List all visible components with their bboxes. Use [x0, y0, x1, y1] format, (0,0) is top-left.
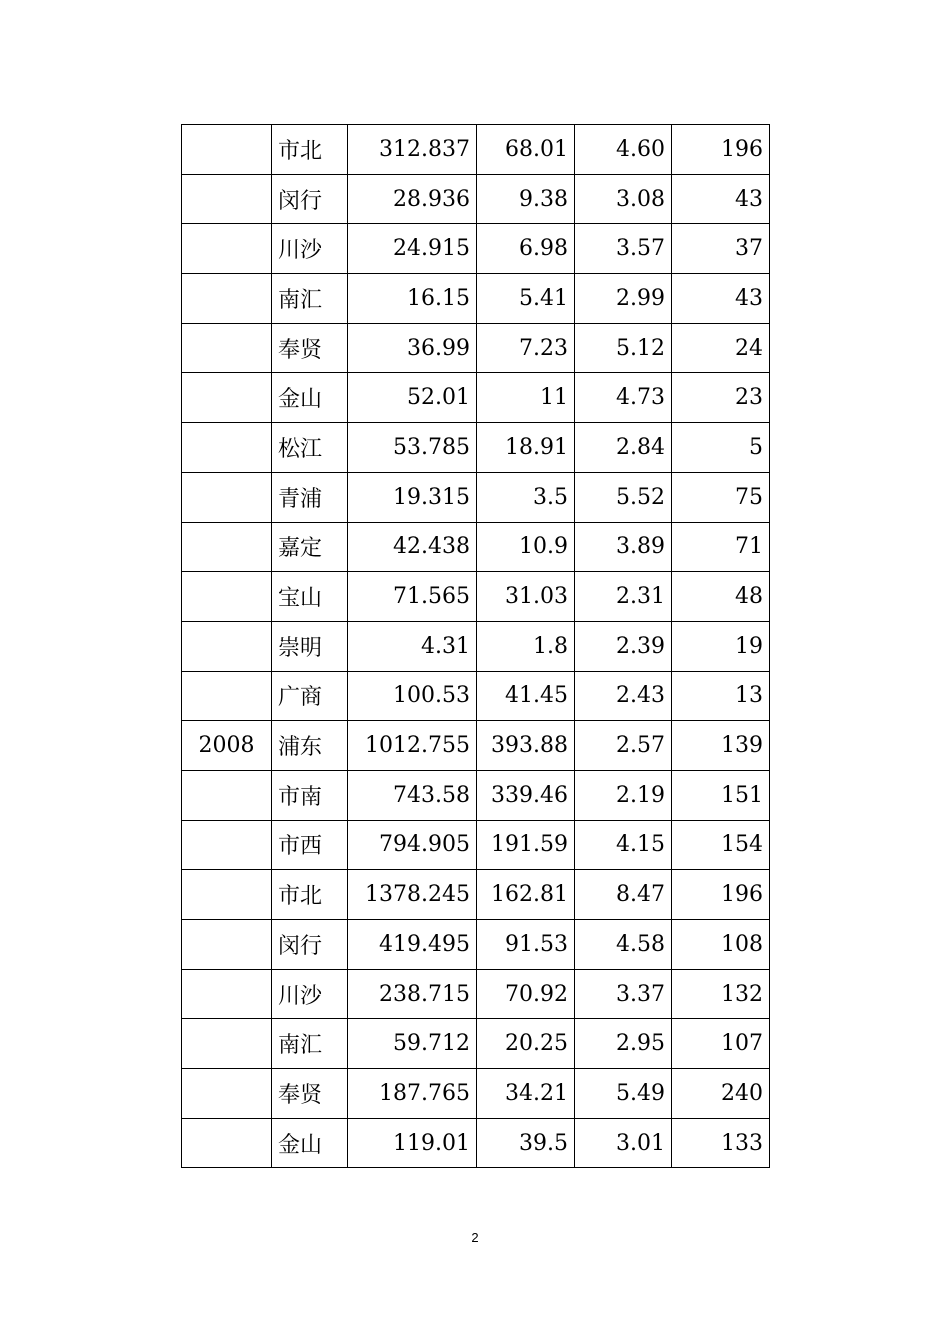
year-cell — [182, 1069, 272, 1119]
table-row — [182, 522, 770, 572]
value-cell-3: 4.58 — [575, 920, 672, 970]
district-cell: 奉贤 — [272, 1069, 348, 1119]
table-row — [182, 174, 770, 224]
value-cell-4: 75 — [672, 472, 770, 522]
value-cell-3: 3.08 — [575, 174, 672, 224]
table-row — [182, 621, 770, 671]
value-cell-1: 4.31 — [348, 621, 477, 671]
value-cell-2: 39.5 — [477, 1118, 575, 1168]
district-cell: 广商 — [272, 671, 348, 721]
table-row — [182, 870, 770, 920]
value-cell-4: 13 — [672, 671, 770, 721]
value-cell-4: 108 — [672, 920, 770, 970]
value-cell-2: 9.38 — [477, 174, 575, 224]
table-row — [182, 572, 770, 622]
table-row — [182, 820, 770, 870]
value-cell-3: 2.39 — [575, 621, 672, 671]
value-cell-4: 24 — [672, 323, 770, 373]
value-cell-3: 2.95 — [575, 1019, 672, 1069]
year-cell — [182, 1019, 272, 1069]
table-row — [182, 423, 770, 473]
value-cell-1: 794.905 — [348, 820, 477, 870]
district-cell: 闵行 — [272, 174, 348, 224]
district-cell: 嘉定 — [272, 522, 348, 572]
value-cell-1: 28.936 — [348, 174, 477, 224]
value-cell-1: 71.565 — [348, 572, 477, 622]
district-cell: 奉贤 — [272, 323, 348, 373]
table-row — [182, 472, 770, 522]
value-cell-4: 196 — [672, 870, 770, 920]
value-cell-3: 4.73 — [575, 373, 672, 423]
value-cell-4: 71 — [672, 522, 770, 572]
year-cell — [182, 224, 272, 274]
year-cell — [182, 920, 272, 970]
year-cell — [182, 572, 272, 622]
value-cell-2: 18.91 — [477, 423, 575, 473]
value-cell-3: 2.43 — [575, 671, 672, 721]
district-cell: 浦东 — [272, 721, 348, 771]
table-row — [182, 1019, 770, 1069]
value-cell-2: 339.46 — [477, 770, 575, 820]
value-cell-1: 187.765 — [348, 1069, 477, 1119]
value-cell-1: 42.438 — [348, 522, 477, 572]
value-cell-4: 5 — [672, 423, 770, 473]
district-cell: 市北 — [272, 870, 348, 920]
district-cell: 闵行 — [272, 920, 348, 970]
table-row — [182, 224, 770, 274]
value-cell-2: 31.03 — [477, 572, 575, 622]
district-cell: 金山 — [272, 373, 348, 423]
value-cell-2: 34.21 — [477, 1069, 575, 1119]
year-cell — [182, 621, 272, 671]
value-cell-2: 68.01 — [477, 125, 575, 175]
value-cell-2: 5.41 — [477, 274, 575, 324]
table-row — [182, 969, 770, 1019]
value-cell-4: 133 — [672, 1118, 770, 1168]
value-cell-2: 91.53 — [477, 920, 575, 970]
value-cell-1: 312.837 — [348, 125, 477, 175]
year-cell — [182, 274, 272, 324]
year-cell — [182, 174, 272, 224]
value-cell-3: 4.60 — [575, 125, 672, 175]
year-cell — [182, 820, 272, 870]
table-row — [182, 920, 770, 970]
value-cell-3: 8.47 — [575, 870, 672, 920]
table-row — [182, 770, 770, 820]
year-cell — [182, 522, 272, 572]
year-cell — [182, 423, 272, 473]
year-cell — [182, 373, 272, 423]
value-cell-4: 139 — [672, 721, 770, 771]
value-cell-2: 1.8 — [477, 621, 575, 671]
value-cell-1: 238.715 — [348, 969, 477, 1019]
value-cell-4: 19 — [672, 621, 770, 671]
value-cell-1: 53.785 — [348, 423, 477, 473]
value-cell-3: 3.89 — [575, 522, 672, 572]
table-body — [182, 125, 770, 1168]
table-row — [182, 1069, 770, 1119]
district-cell: 崇明 — [272, 621, 348, 671]
value-cell-2: 162.81 — [477, 870, 575, 920]
value-cell-1: 1378.245 — [348, 870, 477, 920]
value-cell-2: 20.25 — [477, 1019, 575, 1069]
year-cell — [182, 472, 272, 522]
value-cell-1: 1012.755 — [348, 721, 477, 771]
value-cell-3: 2.84 — [575, 423, 672, 473]
value-cell-4: 196 — [672, 125, 770, 175]
table-row — [182, 125, 770, 175]
value-cell-3: 3.57 — [575, 224, 672, 274]
value-cell-4: 151 — [672, 770, 770, 820]
value-cell-4: 154 — [672, 820, 770, 870]
value-cell-1: 100.53 — [348, 671, 477, 721]
value-cell-2: 191.59 — [477, 820, 575, 870]
value-cell-3: 5.49 — [575, 1069, 672, 1119]
district-cell: 市西 — [272, 820, 348, 870]
table-row — [182, 721, 770, 771]
value-cell-4: 48 — [672, 572, 770, 622]
value-cell-1: 52.01 — [348, 373, 477, 423]
district-cell: 川沙 — [272, 224, 348, 274]
table-row — [182, 1118, 770, 1168]
district-cell: 宝山 — [272, 572, 348, 622]
table-row — [182, 671, 770, 721]
value-cell-1: 19.315 — [348, 472, 477, 522]
table-row — [182, 274, 770, 324]
year-cell — [182, 770, 272, 820]
value-cell-1: 16.15 — [348, 274, 477, 324]
year-cell: 2008 — [182, 721, 272, 771]
district-cell: 青浦 — [272, 472, 348, 522]
table-row — [182, 323, 770, 373]
value-cell-2: 7.23 — [477, 323, 575, 373]
value-cell-3: 3.01 — [575, 1118, 672, 1168]
value-cell-4: 107 — [672, 1019, 770, 1069]
district-cell: 南汇 — [272, 274, 348, 324]
value-cell-3: 5.52 — [575, 472, 672, 522]
value-cell-1: 119.01 — [348, 1118, 477, 1168]
value-cell-3: 2.57 — [575, 721, 672, 771]
district-cell: 松江 — [272, 423, 348, 473]
district-cell: 金山 — [272, 1118, 348, 1168]
year-cell — [182, 870, 272, 920]
table-row — [182, 373, 770, 423]
value-cell-1: 419.495 — [348, 920, 477, 970]
value-cell-2: 10.9 — [477, 522, 575, 572]
value-cell-3: 2.19 — [575, 770, 672, 820]
page-number: 2 — [471, 1230, 479, 1245]
district-cell: 市南 — [272, 770, 348, 820]
value-cell-2: 11 — [477, 373, 575, 423]
value-cell-3: 5.12 — [575, 323, 672, 373]
year-cell — [182, 969, 272, 1019]
value-cell-4: 23 — [672, 373, 770, 423]
value-cell-1: 743.58 — [348, 770, 477, 820]
value-cell-4: 240 — [672, 1069, 770, 1119]
value-cell-3: 2.99 — [575, 274, 672, 324]
value-cell-3: 4.15 — [575, 820, 672, 870]
value-cell-4: 37 — [672, 224, 770, 274]
value-cell-2: 70.92 — [477, 969, 575, 1019]
year-cell — [182, 323, 272, 373]
district-cell: 市北 — [272, 125, 348, 175]
data-table — [181, 124, 770, 1168]
year-cell — [182, 1118, 272, 1168]
value-cell-4: 132 — [672, 969, 770, 1019]
value-cell-2: 41.45 — [477, 671, 575, 721]
value-cell-1: 59.712 — [348, 1019, 477, 1069]
value-cell-3: 2.31 — [575, 572, 672, 622]
value-cell-1: 36.99 — [348, 323, 477, 373]
value-cell-2: 393.88 — [477, 721, 575, 771]
value-cell-4: 43 — [672, 174, 770, 224]
year-cell — [182, 125, 272, 175]
value-cell-4: 43 — [672, 274, 770, 324]
value-cell-1: 24.915 — [348, 224, 477, 274]
value-cell-2: 3.5 — [477, 472, 575, 522]
year-cell — [182, 671, 272, 721]
value-cell-3: 3.37 — [575, 969, 672, 1019]
district-cell: 南汇 — [272, 1019, 348, 1069]
district-cell: 川沙 — [272, 969, 348, 1019]
value-cell-2: 6.98 — [477, 224, 575, 274]
